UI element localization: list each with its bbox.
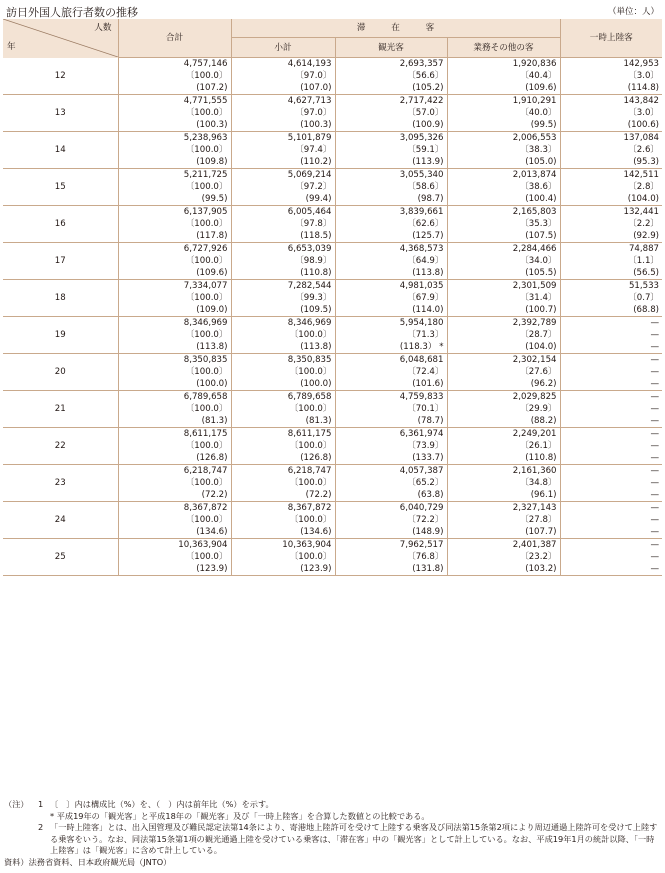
value-cell: (109.5) xyxy=(231,304,335,317)
value-cell: 〔100.0〕 xyxy=(118,144,231,156)
value-cell: 〔97.2〕 xyxy=(231,181,335,193)
year-cell: 25 xyxy=(3,539,118,576)
value-cell: (134.6) xyxy=(231,526,335,539)
value-cell: 〔40.0〕 xyxy=(447,107,560,119)
value-cell: 〔27.6〕 xyxy=(447,366,560,378)
value-cell: 〔98.9〕 xyxy=(231,255,335,267)
value-cell: (105.0) xyxy=(447,156,560,169)
table-row xyxy=(3,317,662,330)
value-cell: — xyxy=(560,465,662,478)
value-cell: 2,327,143 xyxy=(447,502,560,515)
value-cell: 7,282,544 xyxy=(231,280,335,293)
source: 資料）法務省資料、日本政府観光局（JNTO） xyxy=(4,856,172,867)
value-cell: 〔73.9〕 xyxy=(335,440,447,452)
note-1: 〔 〕内は構成比（%）を、（ ）内は前年比（%）を示す。 xyxy=(50,799,274,809)
year-cell: 16 xyxy=(3,206,118,243)
value-cell: (81.3) xyxy=(118,415,231,428)
value-cell: 6,727,926 xyxy=(118,243,231,256)
value-cell: (110.2) xyxy=(231,156,335,169)
note-1b: * 平成19年の「観光客」と平成18年の「観光客」及び「一時上陸客」を合算した数値との比較である。 xyxy=(50,810,430,821)
value-cell: 3,839,661 xyxy=(335,206,447,219)
value-cell: (113.8) xyxy=(231,341,335,354)
value-cell: — xyxy=(560,391,662,404)
value-cell: 〔38.3〕 xyxy=(447,144,560,156)
value-cell: 〔100.0〕 xyxy=(231,329,335,341)
value-cell: (125.7) xyxy=(335,230,447,243)
value-cell: — xyxy=(560,563,662,576)
value-cell: (134.6) xyxy=(118,526,231,539)
value-cell: (101.6) xyxy=(335,378,447,391)
notes xyxy=(4,799,660,868)
value-cell: (105.5) xyxy=(447,267,560,280)
value-cell: 2,401,387 xyxy=(447,539,560,552)
visitor-table xyxy=(3,19,662,576)
value-cell: (100.6) xyxy=(560,119,662,132)
value-cell: 137,084 xyxy=(560,132,662,145)
value-cell: 〔40.4〕 xyxy=(447,70,560,82)
value-cell: 〔38.6〕 xyxy=(447,181,560,193)
value-cell: (68.8) xyxy=(560,304,662,317)
value-cell: (100.3) xyxy=(231,119,335,132)
value-cell: 〔3.0〕 xyxy=(560,70,662,82)
value-cell: 〔100.0〕 xyxy=(231,551,335,563)
value-cell: 132,441 xyxy=(560,206,662,219)
value-cell: (133.7) xyxy=(335,452,447,465)
header-subtotal: 小計 xyxy=(231,38,335,58)
value-cell: 8,367,872 xyxy=(231,502,335,515)
value-cell: (100.7) xyxy=(447,304,560,317)
value-cell: 4,057,387 xyxy=(335,465,447,478)
value-cell: 142,953 xyxy=(560,58,662,71)
value-cell: 〔100.0〕 xyxy=(118,218,231,230)
year-cell: 21 xyxy=(3,391,118,428)
table-row xyxy=(3,391,662,404)
value-cell: 〔100.0〕 xyxy=(118,403,231,415)
value-cell: (100.9) xyxy=(335,119,447,132)
value-cell: 6,048,681 xyxy=(335,354,447,367)
value-cell: — xyxy=(560,514,662,526)
value-cell: 8,350,835 xyxy=(231,354,335,367)
value-cell: 7,962,517 xyxy=(335,539,447,552)
value-cell: (113.8) xyxy=(335,267,447,280)
value-cell: 〔31.4〕 xyxy=(447,292,560,304)
value-cell: 〔100.0〕 xyxy=(231,366,335,378)
note-number-2: 2 xyxy=(38,822,44,832)
value-cell: 8,350,835 xyxy=(118,354,231,367)
header-transit: 一時上陸客 xyxy=(560,19,662,58)
value-cell: 〔59.1〕 xyxy=(335,144,447,156)
value-cell: (109.6) xyxy=(118,267,231,280)
unit-label: （単位：人） xyxy=(607,7,659,17)
value-cell: 10,363,904 xyxy=(118,539,231,552)
value-cell: — xyxy=(560,378,662,391)
year-cell: 18 xyxy=(3,280,118,317)
value-cell: (126.8) xyxy=(231,452,335,465)
value-cell: 51,533 xyxy=(560,280,662,293)
value-cell: 5,101,879 xyxy=(231,132,335,145)
value-cell: (63.8) xyxy=(335,489,447,502)
value-cell: 6,653,039 xyxy=(231,243,335,256)
value-cell: (109.6) xyxy=(447,82,560,95)
value-cell: 〔56.6〕 xyxy=(335,70,447,82)
value-cell: 〔100.0〕 xyxy=(118,440,231,452)
value-cell: 5,211,725 xyxy=(118,169,231,182)
value-cell: 〔65.2〕 xyxy=(335,477,447,489)
value-cell: 〔62.6〕 xyxy=(335,218,447,230)
value-cell: 〔100.0〕 xyxy=(118,329,231,341)
header-year: 年 xyxy=(7,41,16,52)
value-cell: 6,789,658 xyxy=(231,391,335,404)
table-row xyxy=(3,539,662,552)
table-row xyxy=(3,354,662,367)
value-cell: 2,392,789 xyxy=(447,317,560,330)
value-cell: (96.2) xyxy=(447,378,560,391)
value-cell: 〔3.0〕 xyxy=(560,107,662,119)
value-cell: (118.5) xyxy=(231,230,335,243)
value-cell: — xyxy=(560,329,662,341)
value-cell: (100.0) xyxy=(231,378,335,391)
value-cell: — xyxy=(560,341,662,354)
value-cell: — xyxy=(560,354,662,367)
value-cell: 2,165,803 xyxy=(447,206,560,219)
value-cell: (96.1) xyxy=(447,489,560,502)
value-cell: 〔2.6〕 xyxy=(560,144,662,156)
value-cell: 〔35.3〕 xyxy=(447,218,560,230)
value-cell: (114.0) xyxy=(335,304,447,317)
value-cell: — xyxy=(560,489,662,502)
value-cell: 〔100.0〕 xyxy=(231,477,335,489)
value-cell: 〔99.3〕 xyxy=(231,292,335,304)
value-cell: — xyxy=(560,415,662,428)
value-cell: 10,363,904 xyxy=(231,539,335,552)
value-cell: 〔97.0〕 xyxy=(231,70,335,82)
value-cell: (109.0) xyxy=(118,304,231,317)
value-cell: (100.3) xyxy=(118,119,231,132)
table-row xyxy=(3,206,662,219)
header-tourist: 観光客 xyxy=(335,38,447,58)
page-title: 訪日外国人旅行者数の推移 xyxy=(6,6,138,19)
value-cell: — xyxy=(560,403,662,415)
value-cell: 2,717,422 xyxy=(335,95,447,108)
value-cell: 8,611,175 xyxy=(231,428,335,441)
value-cell: 4,771,555 xyxy=(118,95,231,108)
value-cell: 2,006,553 xyxy=(447,132,560,145)
value-cell: 4,368,573 xyxy=(335,243,447,256)
value-cell: (103.2) xyxy=(447,563,560,576)
value-cell: 〔2.2〕 xyxy=(560,218,662,230)
value-cell: (56.5) xyxy=(560,267,662,280)
table-body xyxy=(3,58,662,576)
value-cell: (99.5) xyxy=(118,193,231,206)
value-cell: (107.5) xyxy=(447,230,560,243)
value-cell: 〔100.0〕 xyxy=(231,403,335,415)
value-cell: 6,137,905 xyxy=(118,206,231,219)
value-cell: 〔97.4〕 xyxy=(231,144,335,156)
value-cell: 〔100.0〕 xyxy=(118,551,231,563)
value-cell: 3,095,326 xyxy=(335,132,447,145)
value-cell: 7,334,077 xyxy=(118,280,231,293)
year-cell: 19 xyxy=(3,317,118,354)
value-cell: 〔100.0〕 xyxy=(118,477,231,489)
table-row xyxy=(3,502,662,515)
value-cell: (123.9) xyxy=(118,563,231,576)
value-cell: 1,920,836 xyxy=(447,58,560,71)
value-cell: 〔71.3〕 xyxy=(335,329,447,341)
value-cell: 〔64.9〕 xyxy=(335,255,447,267)
value-cell: 〔97.8〕 xyxy=(231,218,335,230)
note-2: 「一時上陸客」とは、出入国管理及び難民認定法第14条により、寄港地上陸許可を受けて上陸する乗客及び同法第15条第2項により周辺通過上陸許可を受けて上陸する乗客をいう。なお、同法第15条第1項の観光通過上陸を受けている乗客は、「滞在客」中の「観光客」として計上している。なお、平成19年1月の統計以降、「一時上陸客」は「観光客」に含めて計上している。 xyxy=(50,822,658,855)
value-cell: 8,346,969 xyxy=(118,317,231,330)
value-cell: 2,284,466 xyxy=(447,243,560,256)
value-cell: (98.7) xyxy=(335,193,447,206)
table-row xyxy=(3,58,662,71)
value-cell: 4,614,193 xyxy=(231,58,335,71)
value-cell: 〔100.0〕 xyxy=(118,255,231,267)
table-row xyxy=(3,280,662,293)
value-cell: (88.2) xyxy=(447,415,560,428)
year-cell: 14 xyxy=(3,132,118,169)
year-cell: 22 xyxy=(3,428,118,465)
value-cell: — xyxy=(560,440,662,452)
table-row xyxy=(3,95,662,108)
value-cell: (72.2) xyxy=(231,489,335,502)
notes-label: （注） xyxy=(4,799,29,809)
value-cell: 〔72.4〕 xyxy=(335,366,447,378)
value-cell: (148.9) xyxy=(335,526,447,539)
value-cell: (114.8) xyxy=(560,82,662,95)
value-cell: 2,013,874 xyxy=(447,169,560,182)
value-cell: 〔0.7〕 xyxy=(560,292,662,304)
value-cell: 2,301,509 xyxy=(447,280,560,293)
value-cell: 〔100.0〕 xyxy=(118,107,231,119)
value-cell: (78.7) xyxy=(335,415,447,428)
table-row xyxy=(3,169,662,182)
value-cell: 〔57.0〕 xyxy=(335,107,447,119)
value-cell: 4,981,035 xyxy=(335,280,447,293)
value-cell: — xyxy=(560,526,662,539)
value-cell: (107.0) xyxy=(231,82,335,95)
value-cell: (104.0) xyxy=(560,193,662,206)
value-cell: 5,954,180 xyxy=(335,317,447,330)
value-cell: 〔58.6〕 xyxy=(335,181,447,193)
value-cell: 〔97.0〕 xyxy=(231,107,335,119)
value-cell: (105.2) xyxy=(335,82,447,95)
value-cell: 6,361,974 xyxy=(335,428,447,441)
value-cell: 〔2.8〕 xyxy=(560,181,662,193)
value-cell: (117.8) xyxy=(118,230,231,243)
value-cell: 〔34.0〕 xyxy=(447,255,560,267)
value-cell: (131.8) xyxy=(335,563,447,576)
value-cell: 142,511 xyxy=(560,169,662,182)
value-cell: 〔70.1〕 xyxy=(335,403,447,415)
value-cell: 6,218,747 xyxy=(118,465,231,478)
value-cell: — xyxy=(560,317,662,330)
value-cell: 〔100.0〕 xyxy=(118,181,231,193)
year-cell: 15 xyxy=(3,169,118,206)
table-row xyxy=(3,132,662,145)
value-cell: 74,887 xyxy=(560,243,662,256)
header-total: 合計 xyxy=(118,19,231,58)
header-business: 業務その他の客 xyxy=(447,38,560,58)
value-cell: (99.5) xyxy=(447,119,560,132)
value-cell: 8,367,872 xyxy=(118,502,231,515)
year-cell: 17 xyxy=(3,243,118,280)
value-cell: (92.9) xyxy=(560,230,662,243)
value-cell: 4,757,146 xyxy=(118,58,231,71)
value-cell: — xyxy=(560,452,662,465)
value-cell: 〔76.8〕 xyxy=(335,551,447,563)
year-cell: 12 xyxy=(3,58,118,95)
year-cell: 24 xyxy=(3,502,118,539)
value-cell: (99.4) xyxy=(231,193,335,206)
value-cell: 5,238,963 xyxy=(118,132,231,145)
value-cell: 8,346,969 xyxy=(231,317,335,330)
value-cell: — xyxy=(560,539,662,552)
value-cell: 6,005,464 xyxy=(231,206,335,219)
table-row xyxy=(3,243,662,256)
value-cell: 2,029,825 xyxy=(447,391,560,404)
value-cell: — xyxy=(560,502,662,515)
note-number-1: 1 xyxy=(38,799,44,809)
table-row xyxy=(3,428,662,441)
value-cell: 〔72.2〕 xyxy=(335,514,447,526)
value-cell: 〔100.0〕 xyxy=(231,440,335,452)
value-cell: — xyxy=(560,428,662,441)
value-cell: 4,759,833 xyxy=(335,391,447,404)
value-cell: (81.3) xyxy=(231,415,335,428)
value-cell: 〔28.7〕 xyxy=(447,329,560,341)
value-cell: (95.3) xyxy=(560,156,662,169)
value-cell: (100.4) xyxy=(447,193,560,206)
value-cell: 〔100.0〕 xyxy=(118,70,231,82)
value-cell: 2,302,154 xyxy=(447,354,560,367)
value-cell: 〔100.0〕 xyxy=(118,292,231,304)
value-cell: 5,069,214 xyxy=(231,169,335,182)
value-cell: — xyxy=(560,477,662,489)
value-cell: 〔100.0〕 xyxy=(231,514,335,526)
header-persons: 人数 xyxy=(94,23,112,33)
value-cell: (100.0) xyxy=(118,378,231,391)
value-cell: 3,055,340 xyxy=(335,169,447,182)
value-cell: (118.3） * xyxy=(335,341,447,354)
value-cell: 〔34.8〕 xyxy=(447,477,560,489)
value-cell: 〔23.2〕 xyxy=(447,551,560,563)
value-cell: — xyxy=(560,366,662,378)
value-cell: (110.8) xyxy=(447,452,560,465)
value-cell: 〔26.1〕 xyxy=(447,440,560,452)
value-cell: 〔27.8〕 xyxy=(447,514,560,526)
value-cell: 143,842 xyxy=(560,95,662,108)
value-cell: (109.8) xyxy=(118,156,231,169)
value-cell: (104.0) xyxy=(447,341,560,354)
value-cell: (126.8) xyxy=(118,452,231,465)
year-cell: 20 xyxy=(3,354,118,391)
year-cell: 13 xyxy=(3,95,118,132)
value-cell: (110.8) xyxy=(231,267,335,280)
value-cell: — xyxy=(560,551,662,563)
value-cell: (123.9) xyxy=(231,563,335,576)
value-cell: 〔1.1〕 xyxy=(560,255,662,267)
header-corner xyxy=(3,19,118,58)
value-cell: 8,611,175 xyxy=(118,428,231,441)
value-cell: 〔100.0〕 xyxy=(118,366,231,378)
header-stay: 滞 在 客 xyxy=(231,19,560,38)
value-cell: (113.9) xyxy=(335,156,447,169)
value-cell: 〔100.0〕 xyxy=(118,514,231,526)
value-cell: 2,249,201 xyxy=(447,428,560,441)
value-cell: 4,627,713 xyxy=(231,95,335,108)
value-cell: (107.7) xyxy=(447,526,560,539)
value-cell: 2,693,357 xyxy=(335,58,447,71)
value-cell: (107.2) xyxy=(118,82,231,95)
value-cell: 〔29.9〕 xyxy=(447,403,560,415)
value-cell: 1,910,291 xyxy=(447,95,560,108)
value-cell: 2,161,360 xyxy=(447,465,560,478)
value-cell: (113.8) xyxy=(118,341,231,354)
value-cell: (72.2) xyxy=(118,489,231,502)
value-cell: 6,789,658 xyxy=(118,391,231,404)
table-row xyxy=(3,465,662,478)
year-cell: 23 xyxy=(3,465,118,502)
value-cell: 6,040,729 xyxy=(335,502,447,515)
value-cell: 〔67.9〕 xyxy=(335,292,447,304)
value-cell: 6,218,747 xyxy=(231,465,335,478)
